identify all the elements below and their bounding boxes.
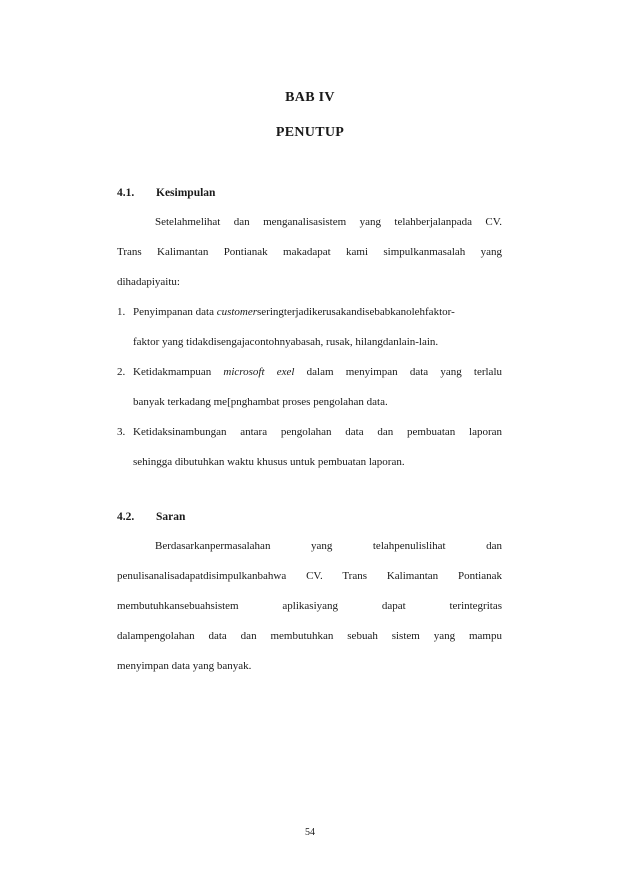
paragraph-line: membutuhkansebuahsistem aplikasiyang dapat terintegritas [117, 600, 502, 612]
italic-term: customer [216, 306, 258, 318]
list-number: 1. [117, 306, 126, 318]
section-number: 4.2. [117, 511, 135, 523]
list-item-line [133, 366, 502, 378]
section-number: 4.1. [117, 187, 135, 199]
section-heading-saran [117, 511, 185, 523]
paragraph-line: dalampengolahan data dan membutuhkan sebuah sistem yang mampu [117, 630, 502, 642]
paragraph-line: dihadapiyaitu: [117, 276, 180, 288]
paragraph-line: menyimpan data yang banyak. [117, 660, 252, 672]
list-item-line [133, 306, 455, 318]
paragraph-line: Trans Kalimantan Pontianak makadapat kami simpulkanmasalah yang [117, 246, 502, 258]
list-item-line: Ketidaksinambungan antara pengolahan data dan pembuatan laporan [133, 426, 502, 438]
paragraph-line: Setelahmelihat dan menganalisasistem yang telahberjalanpada CV. [155, 216, 502, 228]
list-item-line: faktor yang tidakdisengajacontohnyabasah, rusak, hilangdanlain-lain. [133, 336, 439, 348]
list-item-line: sehingga dibutuhkan waktu khusus untuk pembuatan laporan. [133, 456, 405, 468]
text-run: Ketidakmampuan [133, 366, 224, 378]
text-run: Penyimpanan data [133, 306, 217, 318]
section-title: Saran [156, 511, 186, 523]
text-run: seringterjadikerusakandisebabkanolehfaktor- [257, 306, 455, 318]
italic-term: microsoft exel [223, 366, 295, 378]
chapter-title: BAB IV [285, 90, 335, 105]
paragraph-line: Berdasarkanpermasalahan yang telahpenulislihat dan [155, 540, 502, 552]
list-number: 2. [117, 366, 126, 378]
section-heading-kesimpulan [117, 187, 215, 199]
chapter-subtitle: PENUTUP [275, 125, 345, 140]
section-title: Kesimpulan [156, 187, 216, 199]
paragraph-line: penulisanalisadapatdisimpulkanbahwa CV. Trans Kalimantan Pontianak [117, 570, 502, 582]
text-run: dalam menyimpan data yang terlalu [294, 366, 502, 378]
page-number: 54 [305, 827, 315, 838]
list-item-line: banyak terkadang me[pnghambat proses pengolahan data. [133, 396, 388, 408]
list-number: 3. [117, 426, 126, 438]
